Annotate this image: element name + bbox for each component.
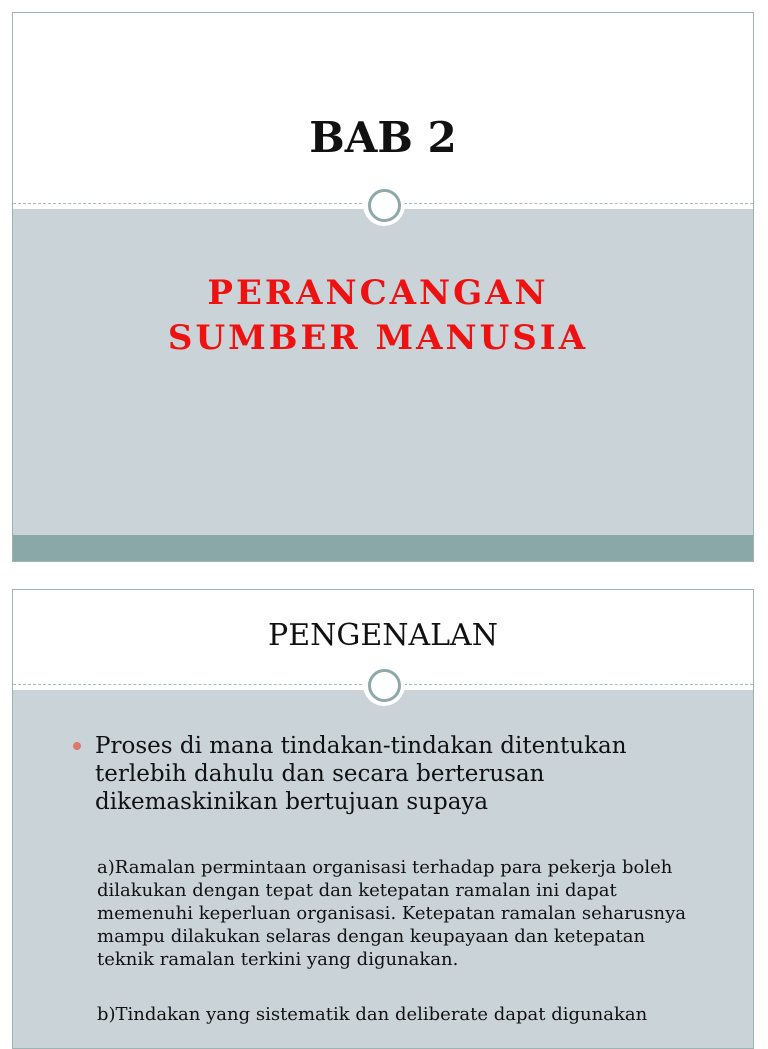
chapter-heading-line-2: SUMBER MANUSIA (167, 318, 589, 358)
slide-2 (12, 589, 754, 1049)
slide-1 (12, 12, 754, 562)
slide-1-header-area (13, 13, 753, 209)
chapter-heading-line-1: PERANCANGAN (207, 273, 549, 313)
section-title: PENGENALAN (268, 618, 498, 653)
slide-1-bottom-band (13, 535, 753, 561)
ring-ornament-icon (363, 664, 405, 706)
bullet-dot-icon (73, 742, 81, 750)
bullet-text: Proses di mana tindakan-tindakan ditentukan terlebih dahulu dan secara berterusan dikemaskinikan bertujuan supaya (95, 733, 627, 815)
ring-ornament-icon (363, 184, 405, 226)
chapter-title: BAB 2 (309, 113, 457, 162)
chapter-heading (143, 271, 613, 361)
paragraph-a: a)Ramalan permintaan organisasi terhadap para pekerja boleh dilakukan dengan tepat dan ketepatan ramalan ini dapat memenuhi keperluan organisasi. Ketepatan ramalan seharusnya mampu dilakukan selaras dengan keupayaan dan ketepatan teknik ramalan terkini yang digunakan. (97, 857, 686, 970)
bullet-item (73, 732, 673, 816)
paragraph-b: b)Tindakan yang sistematik dan deliberate dapat digunakan (97, 1004, 648, 1025)
